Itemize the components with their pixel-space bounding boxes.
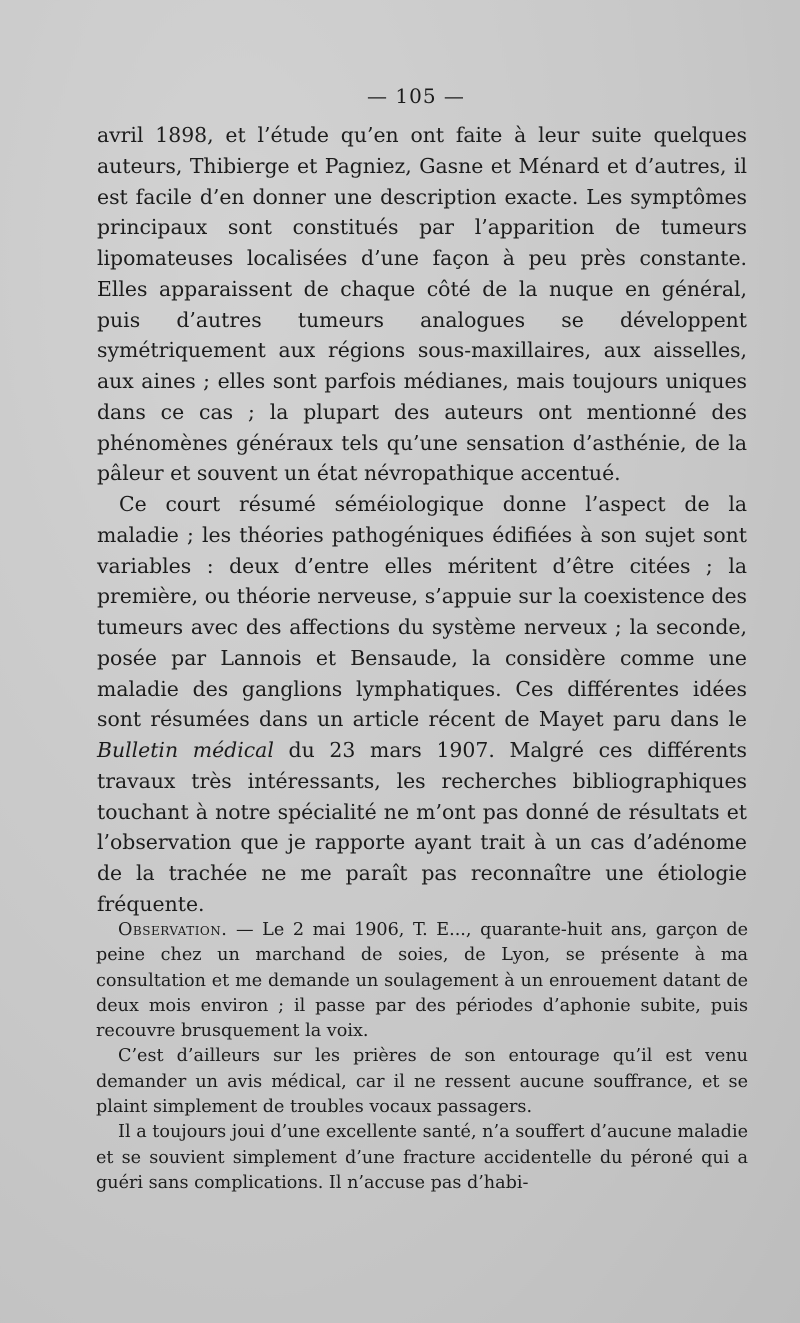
journal-title: Bulletin médical (97, 738, 274, 762)
main-text-block (97, 120, 747, 920)
observation-label: Observation. (118, 920, 228, 940)
paragraph-1: avril 1898, et l’étude qu’en ont faite à leur suite quelques auteurs, Thibierge et Pagniez, Gasne et Ménard et d’autres, il est facile d’en donner une description exacte. Les symptômes principaux sont constitués par l’apparition de tumeurs lipomateuses localisées d’une façon à peu près constante. Elles apparaissent de chaque côté de la nuque en général, puis d’autres tumeurs analogues se développent symétriquement aux régions sous-maxillaires, aux aisselles, aux aines ; elles sont parfois médianes, mais toujours uniques dans ce cas ; la plupart des auteurs ont mentionné des phénomènes généraux tels qu’une sensation d’asthénie, de la pâleur et souvent un état névropathique accentué. (97, 123, 747, 486)
observation-paragraph-1 (96, 918, 748, 1044)
observation-paragraph-3: Il a toujours joui d’une excellente santé, n’a souffert d’aucune maladie et se souvient simplement d’une fracture accidentelle du péroné qui a guéri sans complications. Il n’accuse pas d’habi- (96, 1122, 748, 1193)
page-number: — 105 — (367, 84, 465, 108)
paragraph-2 (97, 489, 747, 920)
paragraph-2-part-2: du 23 mars 1907. Malgré ces différents travaux très intéressants, les recherches bibliographiques touchant à notre spécialité ne m’ont pas donné de résultats et l’observation que je rapporte ayant trait à un cas d’adénome de la trachée ne me paraît pas reconnaître une étiologie fréquente. (97, 738, 747, 916)
observation-paragraph-1-text: — Le 2 mai 1906, T. E..., quarante-huit ans, garçon de peine chez un marchand de soies, de Lyon, se présente à ma consultation et me demande un soulagement à un enrouement datant de deux mois environ ; il passe par des périodes d’aphonie subite, puis recouvre brusquement la voix. (96, 920, 748, 1042)
paragraph-2-part-1: Ce court résumé séméiologique donne l’aspect de la maladie ; les théories pathogéniques édifiées à son sujet sont variables : deux d’entre elles méritent d’être citées ; la première, ou théorie nerveuse, s’appuie sur la coexistence des tumeurs avec des affections du système nerveux ; la seconde, posée par Lannois et Bensaude, la considère comme une maladie des ganglions lymphatiques. Ces différentes idées sont résumées dans un article récent de Mayet paru dans le (97, 492, 747, 732)
observation-block (96, 918, 748, 1196)
observation-paragraph-2: C’est d’ailleurs sur les prières de son entourage qu’il est venu demander un avis médical, car il ne ressent aucune souffrance, et se plaint simplement de troubles vocaux passagers. (96, 1046, 748, 1118)
